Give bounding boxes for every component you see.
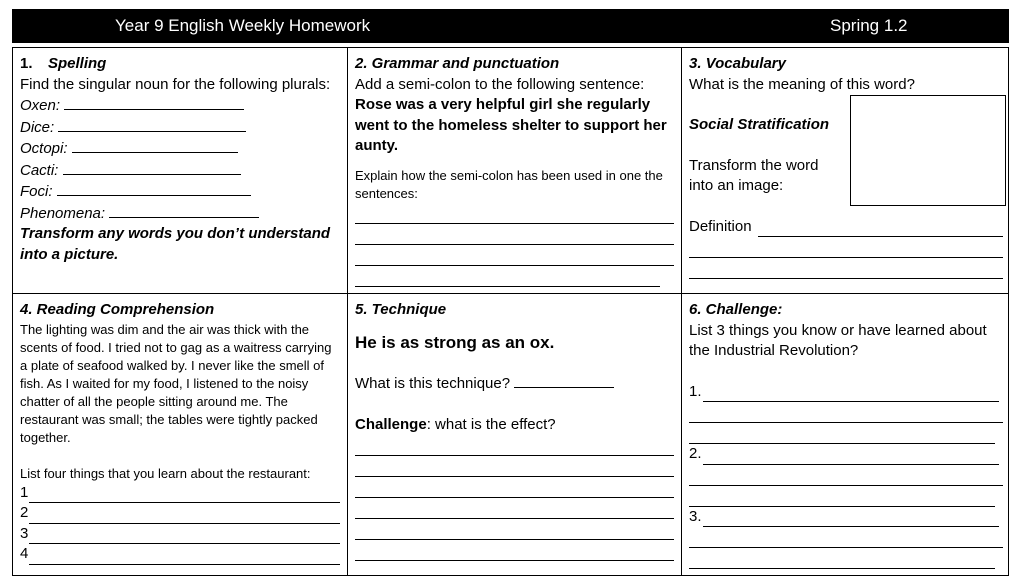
technique-challenge: Challenge: what is the effect? [355,415,556,433]
spelling-word-phenomena: Phenomena: [20,203,340,225]
answer-row: 1 [20,483,340,504]
spelling-note: Transform any words you don’t understand into a picture. [20,225,331,263]
technique-sentence: He is as strong as an ox. [355,332,555,352]
answer-line[interactable] [29,487,340,503]
spelling-word-oxen: Oxen: [20,95,340,117]
spelling-instruction: Find the singular noun for the following plurals: [20,75,331,93]
grammar-heading: 2. Grammar and punctuation [355,55,560,72]
spelling-word-dice: Dice: [20,117,340,139]
challenge-instruction: List 3 things you know or have learned about the Industrial Revolution? [689,321,987,359]
answer-line[interactable] [689,258,1003,279]
answer-line[interactable] [355,224,674,245]
answer-line[interactable] [63,160,241,175]
answer-line[interactable] [57,181,251,196]
answer-line[interactable] [355,519,674,540]
answer-line[interactable] [689,465,1003,486]
answer-row: 4 [20,544,340,565]
challenge-heading: 6. Challenge: [689,301,783,318]
answer-line[interactable] [58,117,246,132]
answer-line[interactable] [689,237,1003,258]
answer-line[interactable] [689,486,995,507]
technique-question-row: What is this technique? [355,373,674,395]
grammar-explain: Explain how the semi-colon has been used in one the sentences: [355,167,663,201]
answer-line[interactable] [64,95,244,110]
image-drawing-box[interactable] [850,95,1006,206]
vocabulary-heading: 3. Vocabulary [689,55,786,72]
answer-line[interactable] [355,540,674,561]
answer-line[interactable] [72,138,238,153]
answer-line[interactable] [703,511,999,527]
definition-line: Definition [689,217,1003,238]
header-bar [12,9,1009,43]
answer-row: 3 [20,524,340,545]
vocabulary-section [682,48,1010,293]
spelling-word-foci: Foci: [20,181,340,203]
vocabulary-question: What is the meaning of this word? [689,75,915,93]
challenge-section [682,294,1010,577]
answer-line[interactable] [29,508,340,524]
answer-line[interactable] [689,402,1003,423]
answer-line[interactable] [29,528,340,544]
grammar-sentence: Rose was a very helpful girl she regularly went to the homeless shelter to support her aunty. [355,96,667,154]
technique-section [348,294,681,577]
spelling-word-cacti: Cacti: [20,160,340,182]
reading-heading: 4. Reading Comprehension [20,301,215,318]
term-label: Spring 1.2 [830,16,908,35]
answer-line[interactable] [703,386,999,402]
technique-heading: 5. Technique [355,301,447,318]
vocabulary-transform: Transform the word into an image: [689,156,819,194]
answer-row: 3. [689,507,999,528]
grammar-instruction: Add a semi-colon to the following sentence: [355,75,645,93]
homework-grid [12,47,1009,576]
vocabulary-word: Social Stratification [689,116,830,133]
answer-line[interactable] [355,498,674,519]
answer-line[interactable] [355,435,674,456]
answer-line[interactable] [355,203,674,224]
answer-line[interactable] [689,423,995,444]
answer-line[interactable] [29,549,340,565]
answer-line[interactable] [109,203,259,218]
answer-line[interactable] [355,266,660,287]
reading-passage: The lighting was dim and the air was thick with the scents of food. I tried not to gag as a waitress carrying a plate of seafood walked by. I never like the smell of fish. As I waited for my food, I listened to the noisy chatter of all the people sitting around me. The restaurant was small; the tables were tightly packed together. [20,321,332,445]
reading-section [13,294,347,577]
grammar-section [348,48,681,293]
answer-line[interactable] [689,527,1003,548]
answer-line[interactable] [355,245,674,266]
answer-line[interactable] [355,477,674,498]
reading-task: List four things that you learn about the restaurant: [20,465,311,481]
page-title: Year 9 English Weekly Homework [115,16,371,35]
answer-line[interactable] [689,548,995,569]
answer-line[interactable] [758,221,1003,237]
spelling-heading: 1. Spelling [20,55,107,72]
answer-line[interactable] [514,373,614,388]
answer-row: 2. [689,444,999,465]
answer-line[interactable] [355,456,674,477]
spelling-word-octopi: Octopi: [20,138,340,160]
answer-line[interactable] [703,449,999,465]
answer-row: 1. [689,382,999,403]
spelling-section [13,48,347,293]
answer-row: 2 [20,503,340,524]
